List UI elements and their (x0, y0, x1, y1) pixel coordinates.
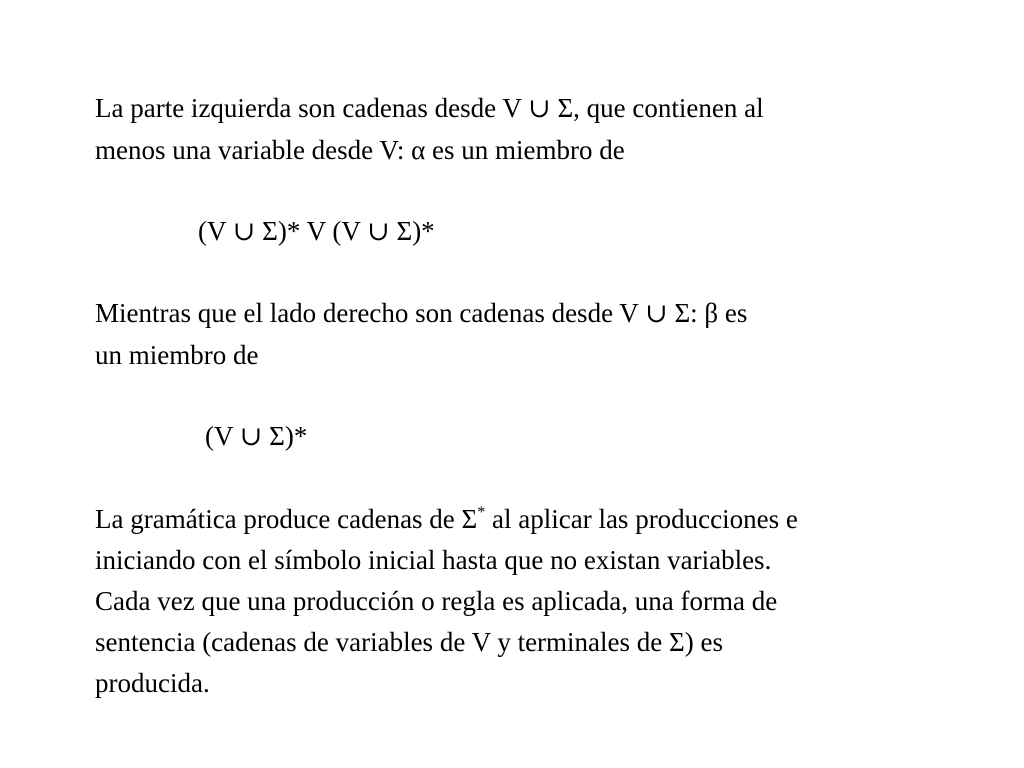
paragraph-2-line-2: un miembro de (95, 340, 259, 370)
paragraph-3-line-2: iniciando con el símbolo inicial hasta que no existan variables. (95, 545, 772, 575)
paragraph-3-line-1 (95, 503, 798, 535)
paragraph-3-line-1-text: La gramática produce cadenas de Σ (95, 504, 478, 534)
paragraph-1-line-1: La parte izquierda son cadenas desde V ∪ Σ, que contienen al (95, 93, 764, 123)
formula-left-side: (V ∪ Σ)* V (V ∪ Σ)* (198, 216, 435, 246)
paragraph-3-line-4: sentencia (cadenas de variables de V y terminales de Σ) es (95, 627, 723, 657)
paragraph-3-line-3: Cada vez que una producción o regla es aplicada, una forma de (95, 586, 778, 616)
kleene-star-superscript: * (477, 504, 486, 521)
paragraph-3-line-1-rest: al aplicar las producciones e (485, 504, 798, 534)
paragraph-1-line-2: menos una variable desde V: α es un miembro de (95, 135, 625, 165)
paragraph-2-line-1: Mientras que el lado derecho son cadenas desde V ∪ Σ: β es (95, 298, 748, 328)
paragraph-3-line-5: producida. (95, 668, 210, 698)
formula-right-side: (V ∪ Σ)* (205, 421, 308, 451)
